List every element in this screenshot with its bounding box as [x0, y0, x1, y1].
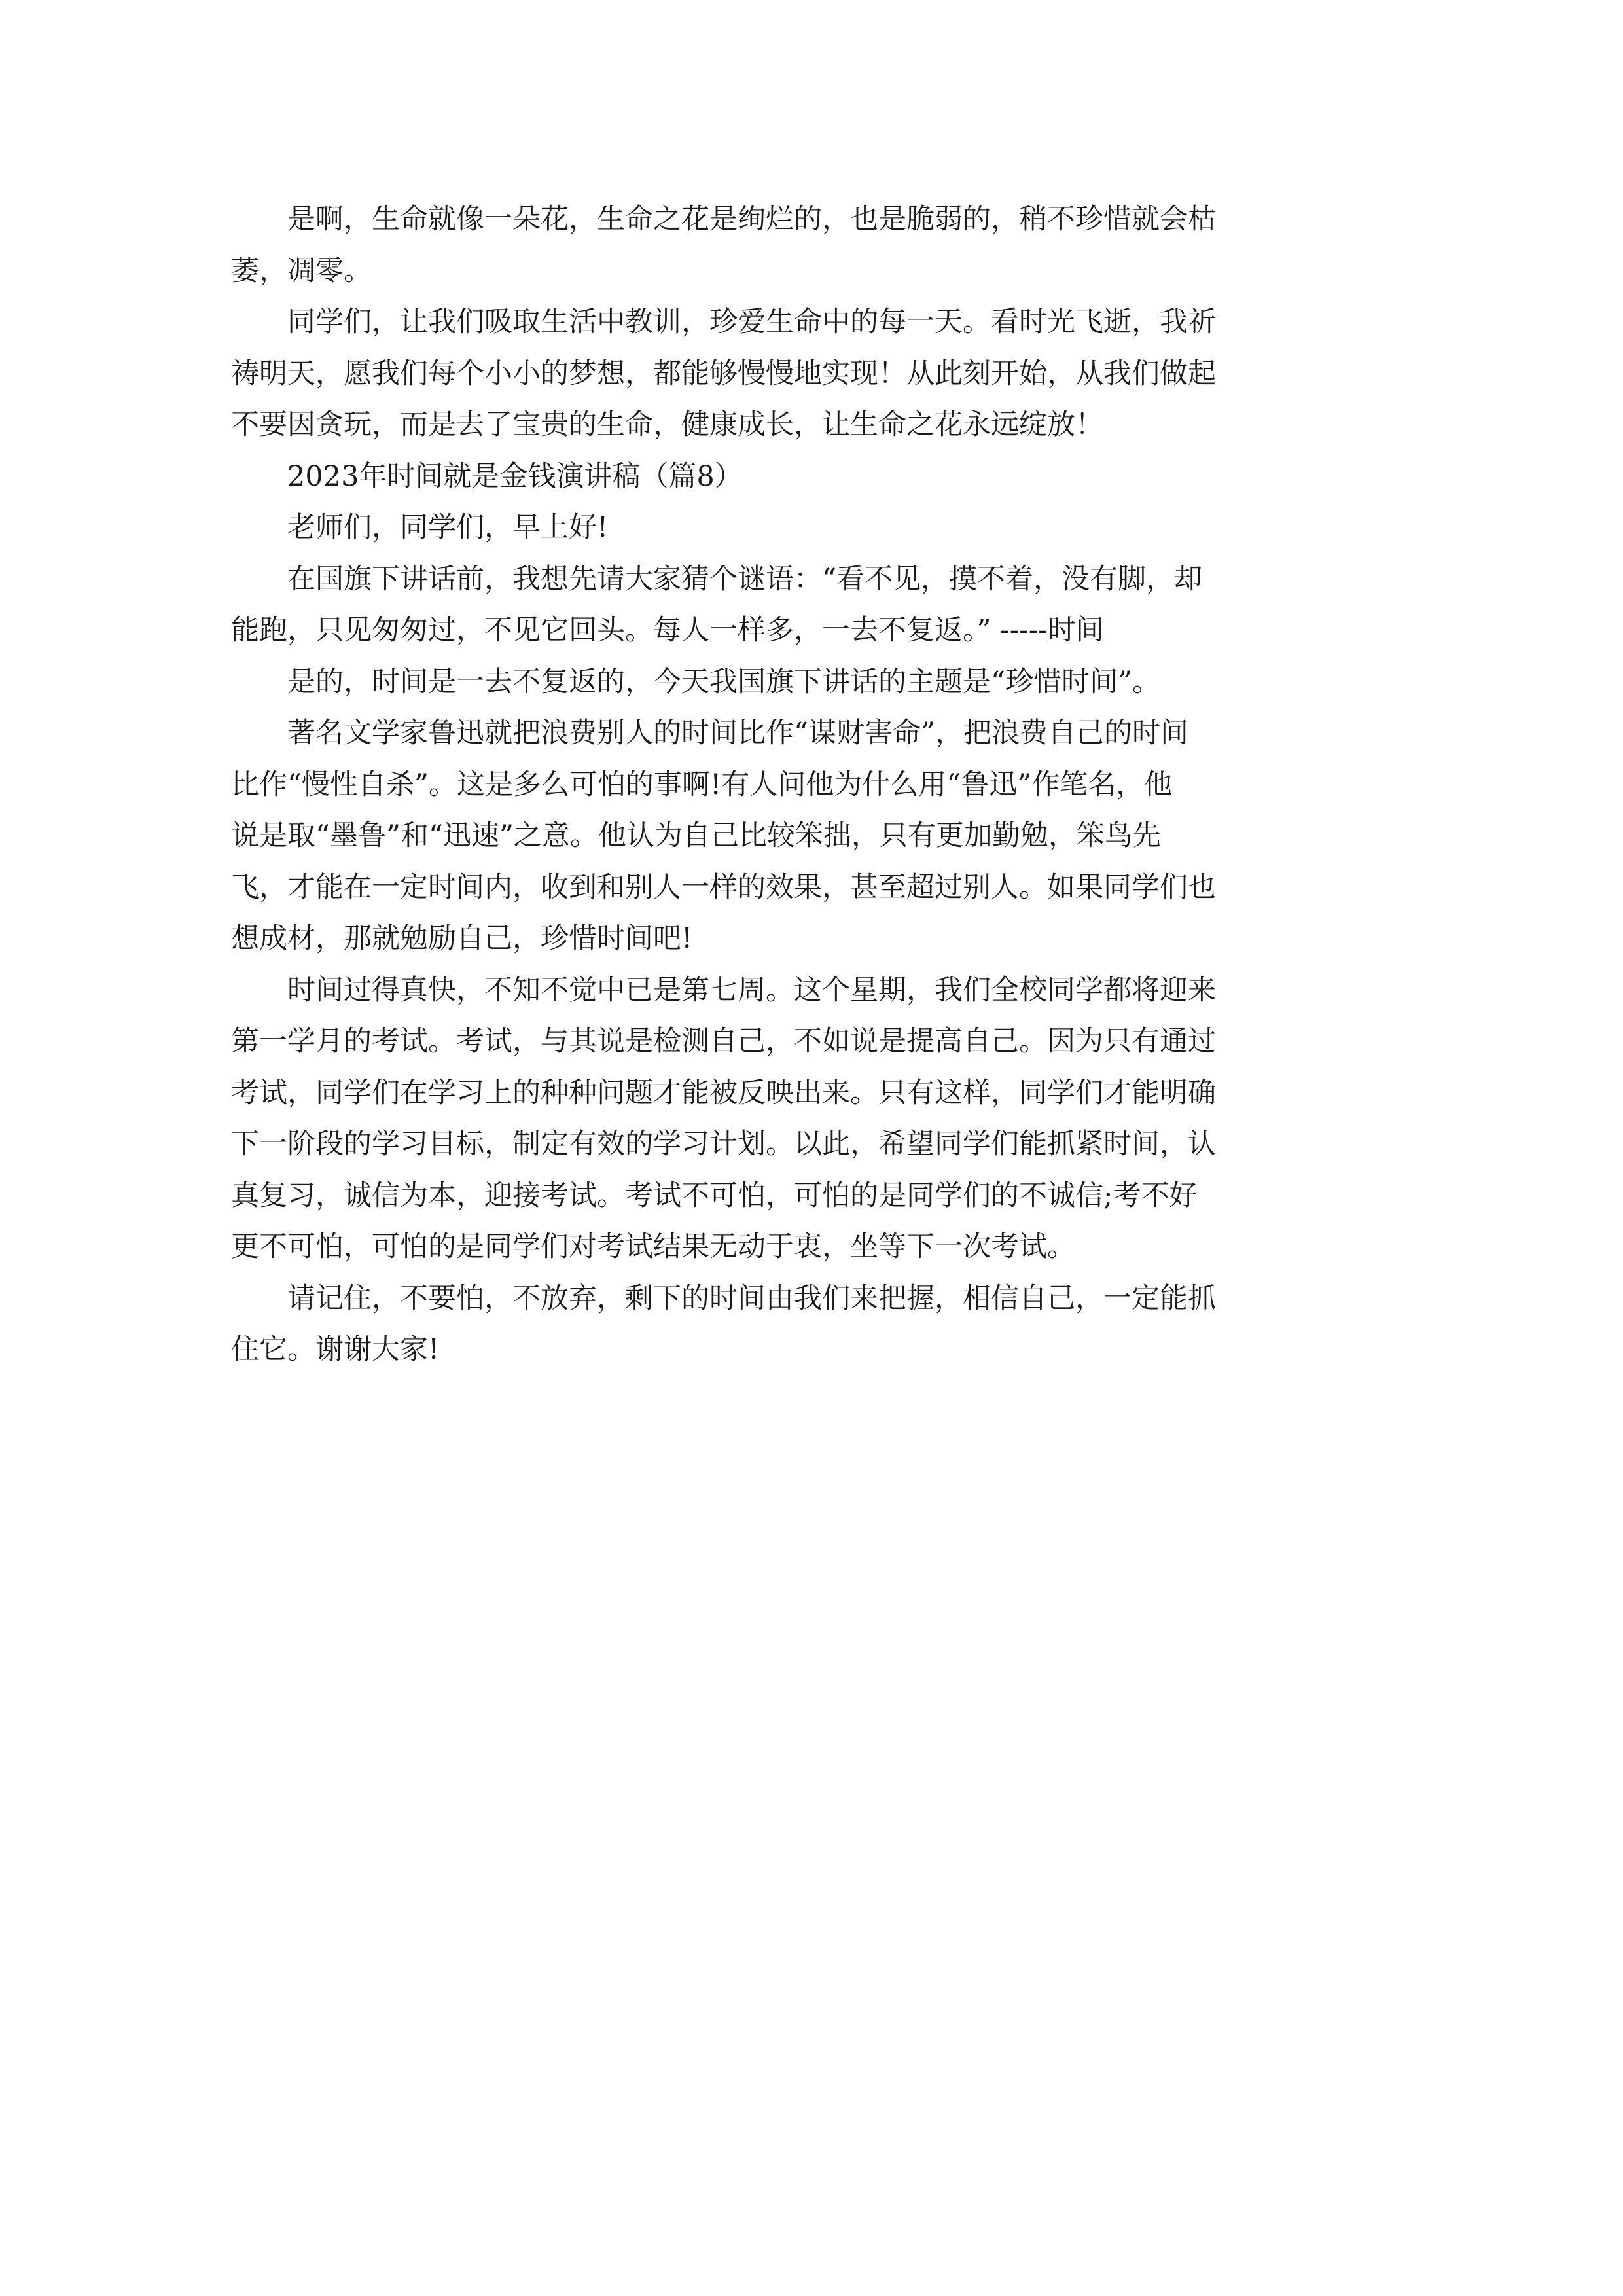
paragraph-closing [231, 1273, 1380, 1376]
paragraph-exam [231, 965, 1380, 1273]
paragraph-life-flower [231, 194, 1380, 296]
text-line: 第一学月的考试。考试，与其说是检测自己，不如说是提高自己。因为只有通过 [231, 1025, 1216, 1058]
paragraph-lu-xun [231, 708, 1380, 965]
text-line: 想成材，那就勉励自己，珍惜时间吧! [231, 922, 693, 955]
text-line: 时间过得真快，不知不觉中已是第七周。这个星期，我们全校同学都将迎来 [287, 973, 1216, 1007]
text-line: 同学们，让我们吸取生活中教训，珍爱生命中的每一天。看时光飞逝，我祈 [287, 306, 1216, 338]
text-line: 是的，时间是一去不复返的，今天我国旗下讲话的主题是“珍惜时间”。 [287, 665, 1160, 698]
text-line: 说是取“墨鲁”和“迅速”之意。他认为自己比较笨拙，只有更加勤勉，笨鸟先 [231, 819, 1161, 852]
paragraph-topic [231, 656, 1380, 708]
text-line: 住它。谢谢大家! [231, 1333, 440, 1366]
text-line: 萎，凋零。 [231, 254, 372, 287]
text-line: 是啊，生命就像一朵花，生命之花是绚烂的，也是脆弱的，稍不珍惜就会枯 [287, 203, 1216, 236]
paragraph-cherish-life [231, 296, 1380, 451]
document-body [231, 194, 1380, 1376]
paragraph-greeting [231, 502, 1380, 554]
text-line: 祷明天，愿我们每个小小的梦想，都能够慢慢地实现！从此刻开始，从我们做起 [231, 357, 1216, 390]
text-line: 著名文学家鲁迅就把浪费别人的时间比作“谋财害命”，把浪费自己的时间 [287, 717, 1188, 749]
text-line: 不要因贪玩，而是去了宝贵的生命，健康成长，让生命之花永远绽放！ [231, 408, 1103, 441]
text-line: 比作“慢性自杀”。这是多么可怕的事啊!有人问他为什么用“鲁迅”作笔名，他 [231, 768, 1173, 801]
text-line: 真复习，诚信为本，迎接考试。考试不可怕，可怕的是同学们的不诚信;考不好 [231, 1179, 1198, 1212]
text-line: 在国旗下讲话前，我想先请大家猜个谜语：“看不见，摸不着，没有脚，却 [287, 562, 1202, 596]
text-line: 飞，才能在一定时间内，收到和别人一样的效果，甚至超过别人。如果同学们也 [231, 870, 1216, 904]
paragraph-riddle [231, 554, 1380, 656]
text-line: 更不可怕，可怕的是同学们对考试结果无动于衷，坐等下一次考试。 [231, 1230, 1075, 1263]
text-line: 老师们，同学们，早上好! [287, 511, 609, 544]
text-line: 能跑，只见匆匆过，不见它回头。每人一样多，一去不复返。” -----时间 [231, 614, 1104, 647]
text-line: 考试，同学们在学习上的种种问题才能被反映出来。只有这样，同学们才能明确 [231, 1076, 1216, 1109]
text-line: 请记住，不要怕，不放弃，剩下的时间由我们来把握，相信自己，一定能抓 [287, 1282, 1216, 1315]
section-title: 2023年时间就是金钱演讲稿（篇8） [287, 459, 743, 493]
text-line: 下一阶段的学习目标，制定有效的学习计划。以此，希望同学们能抓紧时间，认 [231, 1128, 1216, 1160]
